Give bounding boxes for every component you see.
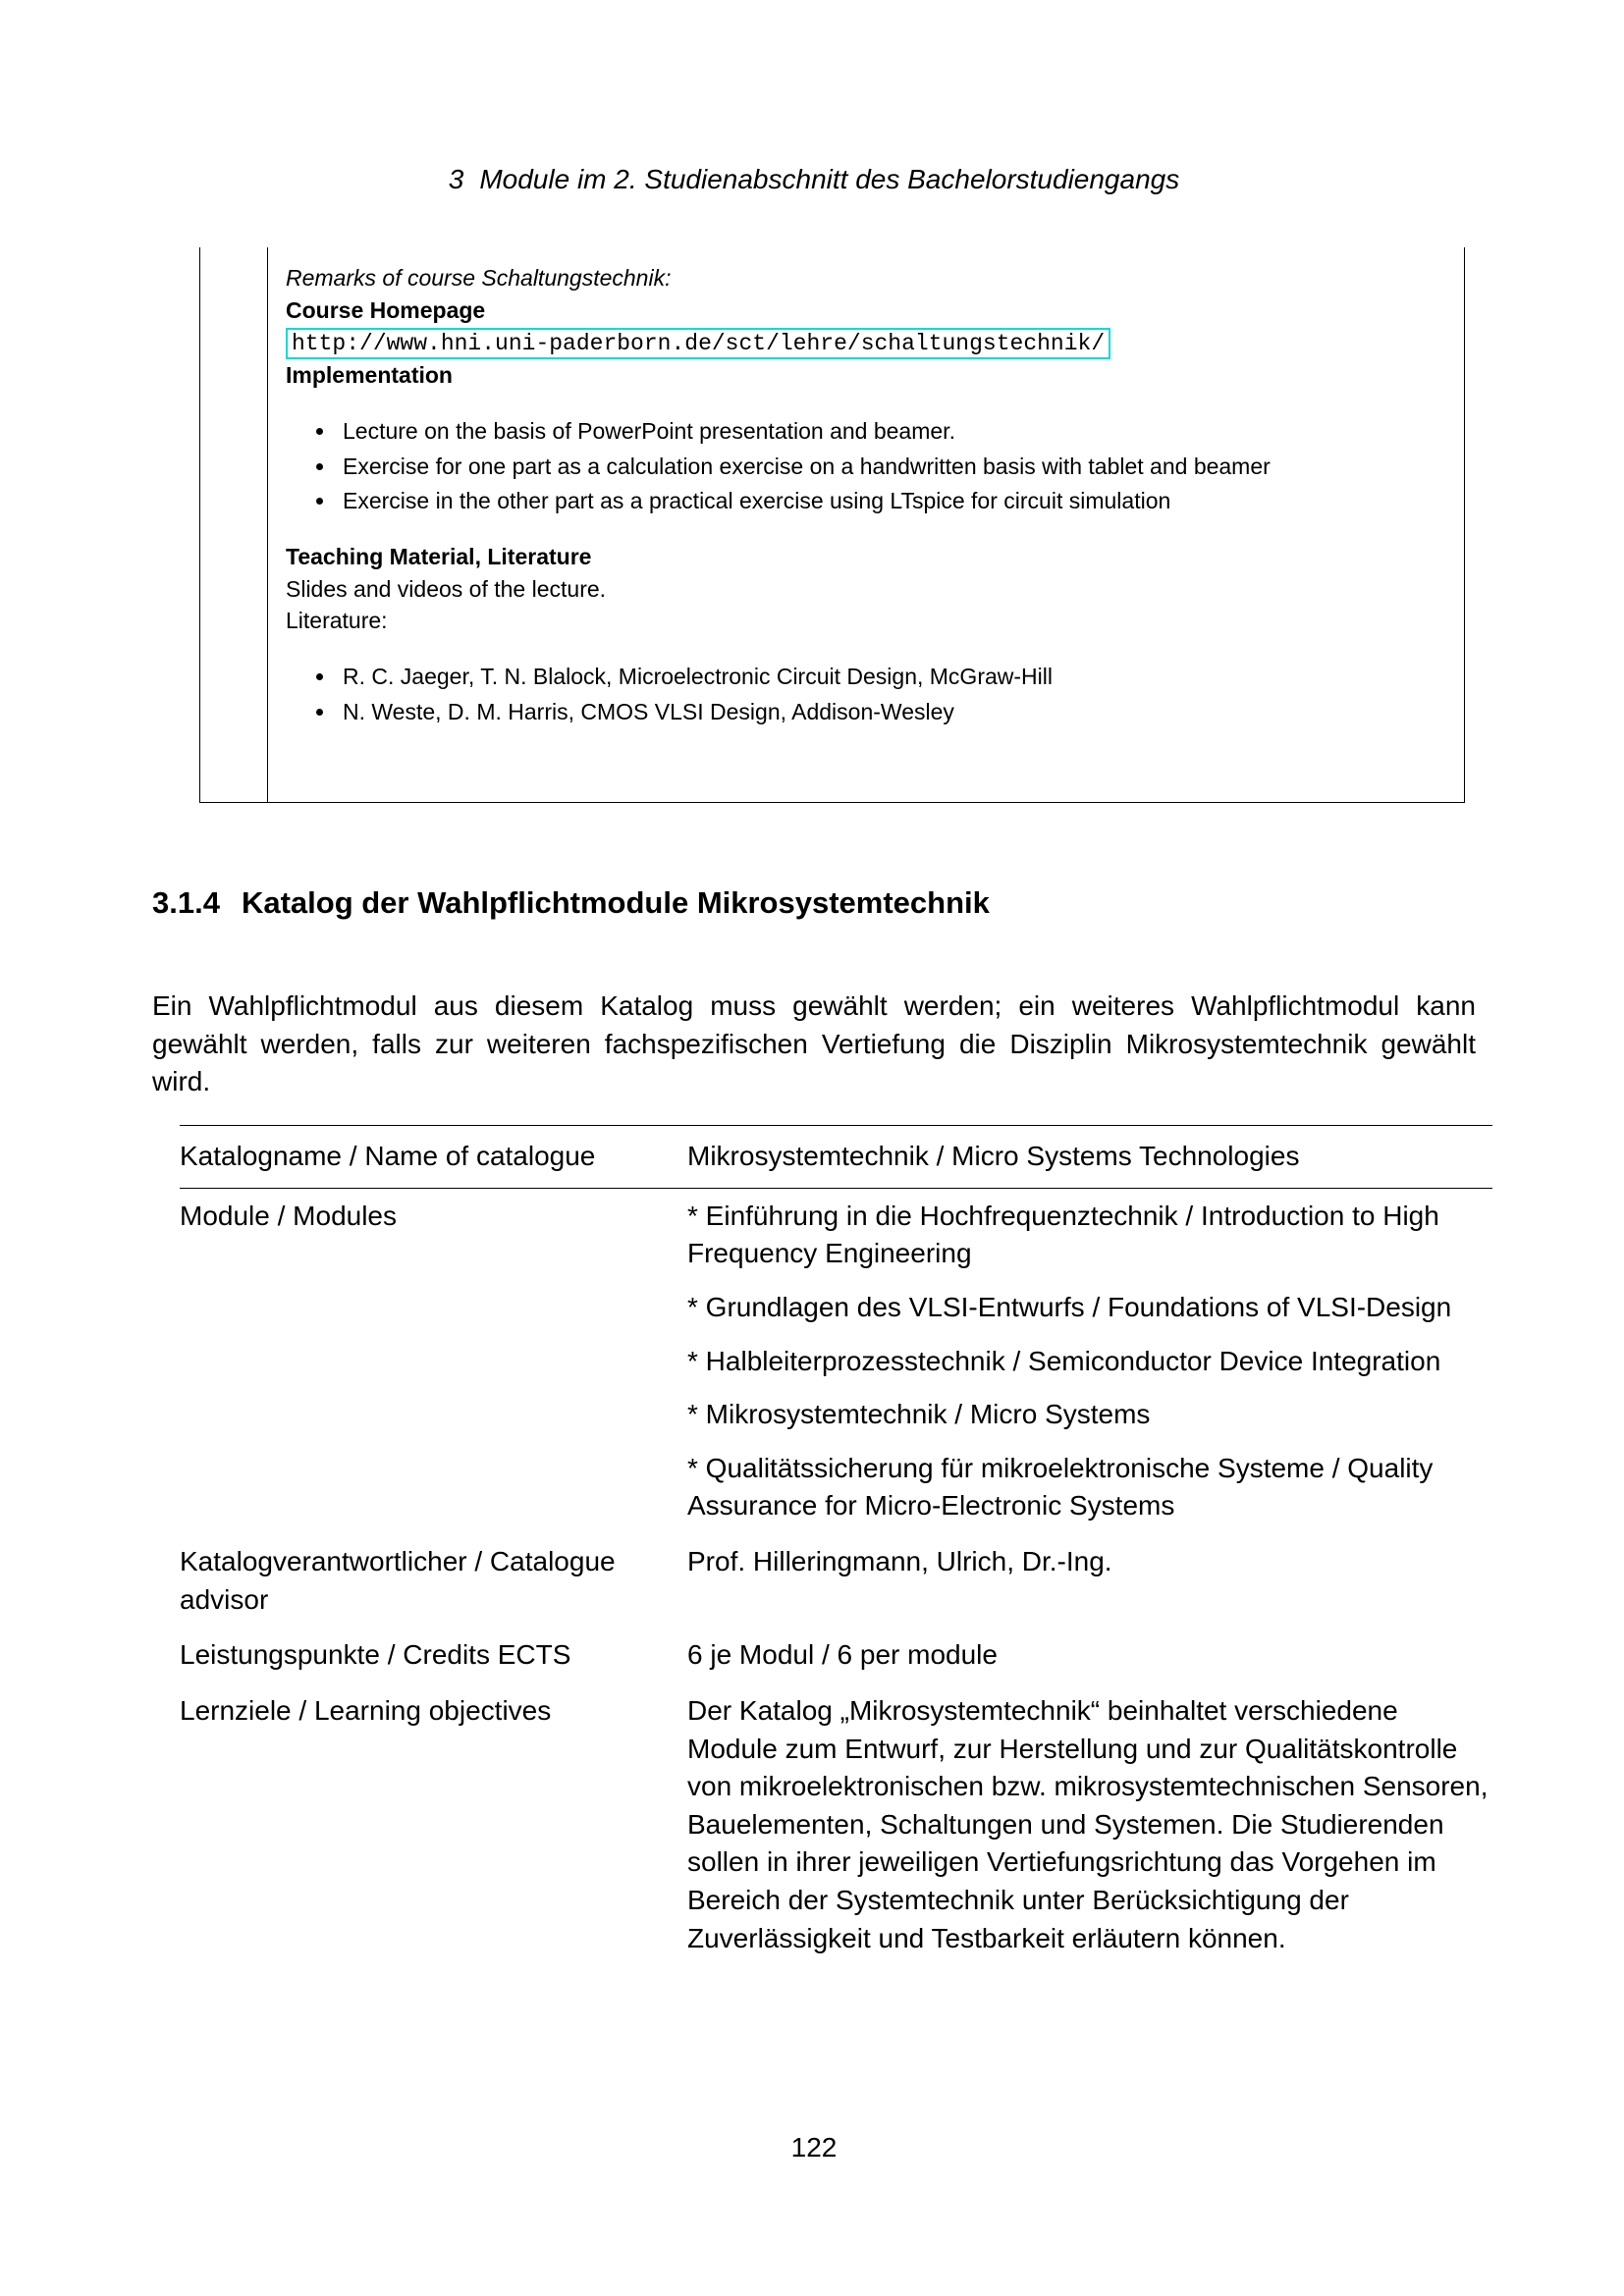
row-value-line: Der Katalog „Mikrosystemtechnik“ beinhaltet verschiedene Module zum Entwurf, zur Herstellung und zur Qualitätskontrolle von mikroelektronischen bzw. mikrosystemtechnischen Sensoren, Bauelementen, Schaltungen und Systemen. Die Studierenden sollen in ihrer jeweiligen Vertiefungsrichtung das Vorgehen im Bereich der Systemtechnik unter Berücksichtigung der Zuverlässigkeit und Testbarkeit erläutern können. [687,1694,1489,1953]
row-value [687,1198,1492,1525]
module-item: * Halbleiterprozesstechnik / Semiconductor Device Integration [687,1345,1441,1376]
section-heading [152,884,1476,921]
row-value-line: 6 je Modul / 6 per module [687,1639,998,1671]
row-value [687,1543,1492,1619]
chapter-number: 3 [448,164,464,194]
table-row [180,1683,1492,1966]
row-value-line: Prof. Hilleringmann, Ulrich, Dr.-Ing. [687,1546,1112,1576]
list-item: • Exercise in the other part as a practical exercise using LTspice for circuit simulation [337,485,1438,517]
literature-list [286,661,1438,727]
list-item: • Lecture on the basis of PowerPoint presentation and beamer. [337,415,1438,448]
implementation-label: Implementation [286,362,453,389]
course-homepage-label: Course Homepage [286,296,486,323]
table-row [180,1534,1492,1628]
catalogue-table [180,1125,1492,1966]
intro-paragraph: Ein Wahlpflichtmodul aus diesem Katalog muss gewählt werden; ein weiteres Wahlpflichtmodul kann gewählt werden, falls zur weiteren fachspezifischen Vertiefung die Disziplin Mikrosystemtechnik gewählt wird. [152,990,1476,1097]
remarks-title: Remarks of course Schaltungstechnik: [286,265,672,291]
list-item: • Exercise for one part as a calculation exercise on a handwritten basis with tablet and beamer [337,451,1438,483]
remarks-box [199,247,1465,803]
row-label: Katalogname / Name of catalogue [180,1141,596,1171]
remarks-box-left-cell [200,247,268,802]
list-item: • R. C. Jaeger, T. N. Blalock, Microelectronic Circuit Design, McGraw-Hill [337,661,1438,693]
remarks-box-content [268,247,1464,802]
teaching-line: Literature: [286,608,388,634]
row-label: Leistungspunkte / Credits ECTS [180,1639,571,1671]
list-item: • N. Weste, D. M. Harris, CMOS VLSI Design, Addison-Wesley [337,696,1438,728]
row-value [687,1636,1492,1675]
course-homepage-line [286,326,1438,359]
row-label: Lernziele / Learning objectives [180,1694,552,1726]
row-label: Katalogverantwortlicher / Catalogue advisor [180,1546,616,1615]
section-title: Katalog der Wahlpflichtmodule Mikrosystemtechnik [241,885,990,920]
running-header [152,163,1476,196]
teaching-line: Slides and videos of the lecture. [286,575,607,602]
course-homepage-link[interactable]: http://www.hni.uni-paderborn.de/sct/lehre/schaltungstechnik/ [286,328,1110,359]
row-value [687,1138,1492,1176]
module-item: * Einführung in die Hochfrequenztechnik / Introduction to High Frequency Engineering [687,1200,1439,1269]
row-value-line: Mikrosystemtechnik / Micro Systems Technologies [687,1141,1300,1171]
table-row [180,1126,1492,1189]
module-item: * Qualitätssicherung für mikroelektronische Systeme / Quality Assurance for Micro-Electronic Systems [687,1452,1434,1522]
row-label: Module / Modules [180,1200,398,1231]
table-row [180,1628,1492,1683]
table-row [180,1189,1492,1534]
implementation-list [286,415,1438,517]
module-item: * Mikrosystemtechnik / Micro Systems [687,1399,1151,1430]
row-value [687,1692,1492,1957]
module-item: * Grundlagen des VLSI-Entwurfs / Foundations of VLSI-Design [687,1291,1452,1322]
chapter-title: Module im 2. Studienabschnitt des Bachelorstudiengangs [479,164,1180,194]
page-number: 122 [790,2132,838,2163]
teaching-material-label: Teaching Material, Literature [286,543,592,569]
section-number: 3.1.4 [152,885,220,920]
